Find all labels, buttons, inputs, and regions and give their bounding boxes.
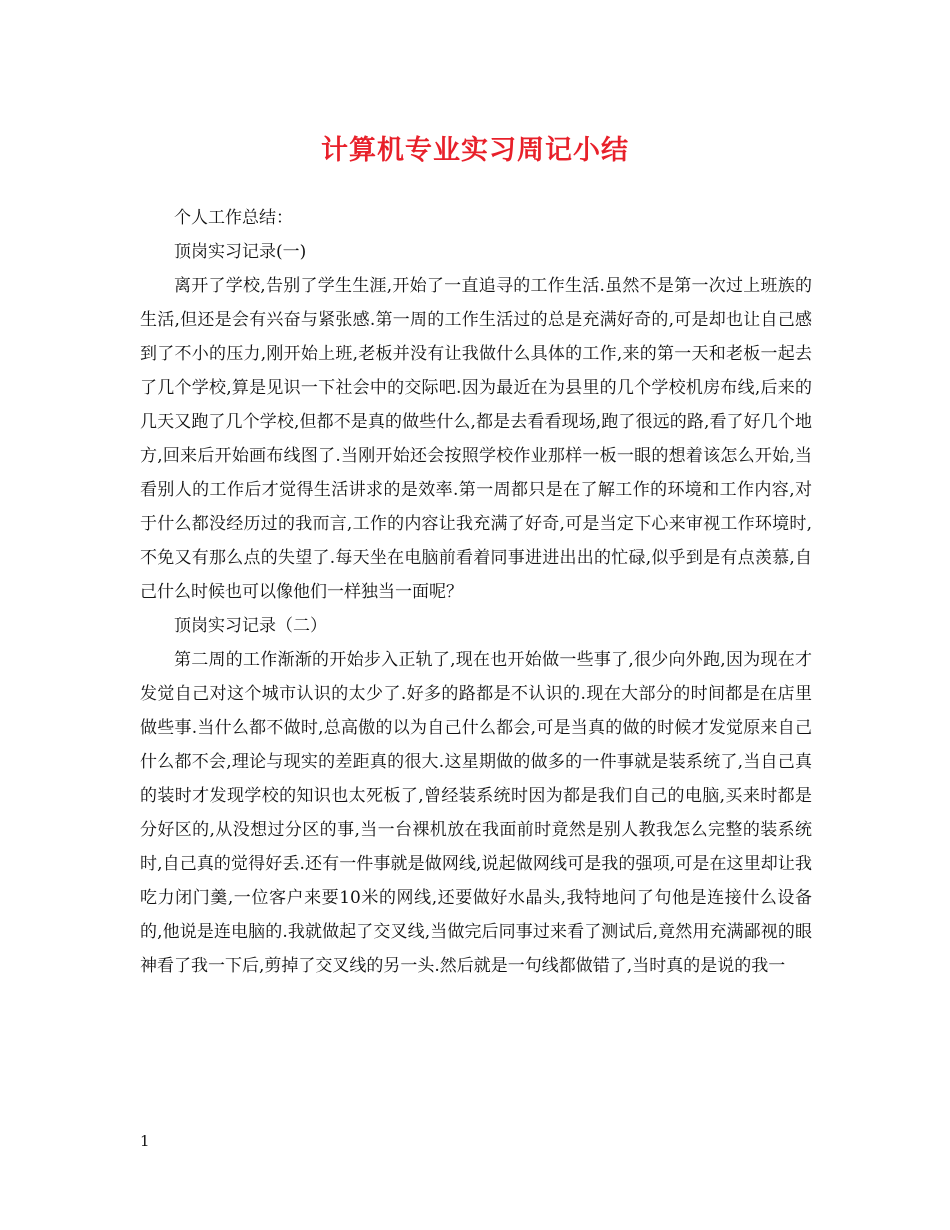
paragraph-week-2-content: 第二周的工作渐渐的开始步入正轨了,现在也开始做一些事了,很少向外跑,因为现在才发觉自己对这个城市认识的太少了.好多的路都是不认识的.现在大部分的时间都是在店里做些事.当什么都不做时,总高傲的以为自己什么都会,可是当真的做的时候才发觉原来自己什么都不会,理论与现实的差距真的很大.这星期做的做多的一件事就是装系统了,当自己真的装时才发现学校的知识也太死板了,曾经装系统时因为都是我们自己的电脑,买来时都是分好区的,从没想过分区的事,当一台裸机放在我面前时竟然是别人教我怎么完整的装系统时,自己真的觉得好丢.还有一件事就是做网线,说起做网线可是我的强项,可是在这里却让我吃力闭门羹,一位客户来要10米的网线,还要做好水晶头,我特地问了句他是连接什么设备的,他说是连电脑的.我就做起了交叉线,当做完后同事过来看了测试后,竟然用充满鄙视的眼神看了我一下后,剪掉了交叉线的另一头.然后就是一句线都做错了,当时真的是说的我一	[140, 650, 812, 976]
document-title: 计算机专业实习周记小结	[321, 135, 629, 166]
paragraph-heading-week-2: 顶岗实习记录（二）	[174, 616, 327, 636]
document-body	[140, 201, 812, 983]
paragraph-heading-week-1: 顶岗实习记录(一)	[174, 242, 307, 262]
paragraph-intro: 个人工作总结：	[174, 208, 293, 228]
page-number: 1	[140, 1132, 150, 1150]
paragraph-week-1-content: 离开了学校,告别了学生生涯,开始了一直追寻的工作生活.虽然不是第一次过上班族的生活,但还是会有兴奋与紧张感.第一周的工作生活过的总是充满好奇的,可是却也让自己感到了不小的压力,刚开始上班,老板并没有让我做什么具体的工作,来的第一天和老板一起去了几个学校,算是见识一下社会中的交际吧.因为最近在为县里的几个学校机房布线,后来的几天又跑了几个学校,但都不是真的做些什么,都是去看看现场,跑了很远的路,看了好几个地方,回来后开始画布线图了.当刚开始还会按照学校作业那样一板一眼的想着该怎么开始,当看别人的工作后才觉得生活讲求的是效率.第一周都只是在了解工作的环境和工作内容,对于什么都没经历过的我而言,工作的内容让我充满了好奇,可是当定下心来审视工作环境时,不免又有那么点的失望了.每天坐在电脑前看着同事进进出出的忙碌,似乎到是有点羡慕,自己什么时候也可以像他们一样独当一面呢？	[140, 276, 812, 602]
